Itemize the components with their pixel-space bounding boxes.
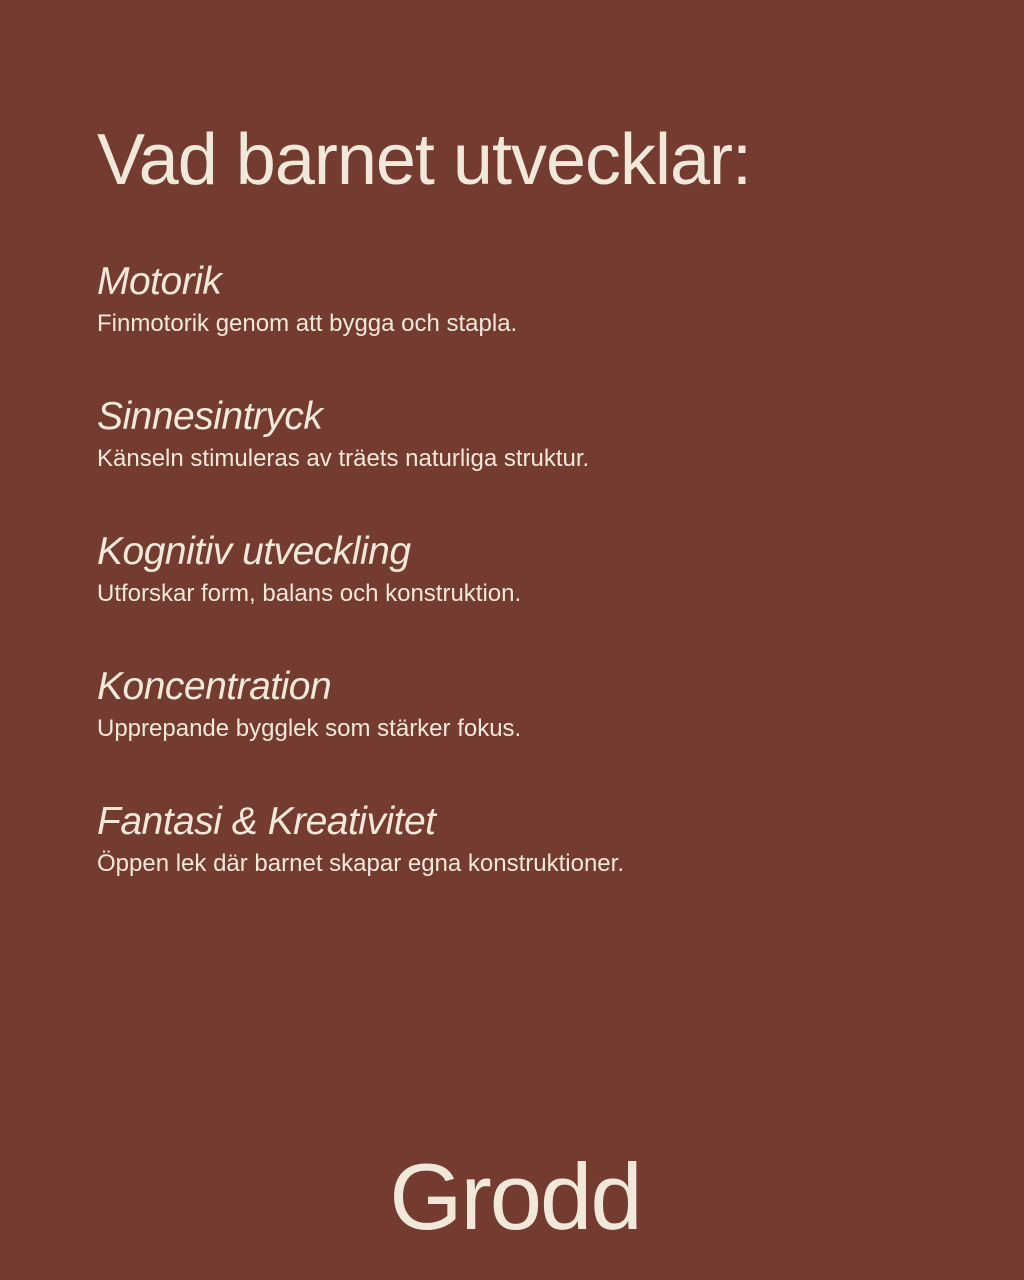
- benefit-koncentration: [97, 665, 947, 742]
- brand-wordmark: Grodd: [389, 1144, 641, 1249]
- benefit-title: Sinnesintryck: [97, 395, 323, 438]
- benefit-motorik: [97, 260, 947, 337]
- benefit-description: Utforskar form, balans och konstruktion.: [97, 580, 522, 607]
- benefit-title: Fantasi & Kreativitet: [97, 800, 436, 843]
- brand-logo: [350, 1144, 680, 1249]
- page-title: Vad barnet utvecklar:: [97, 120, 752, 200]
- benefit-description: Öppen lek där barnet skapar egna konstruktioner.: [97, 850, 624, 877]
- benefit-title: Kognitiv utveckling: [97, 530, 411, 573]
- benefit-fantasi-kreativitet: [97, 800, 947, 877]
- benefit-description: Upprepande bygglek som stärker fokus.: [97, 715, 522, 742]
- benefit-description: Känseln stimuleras av träets naturliga struktur.: [97, 445, 590, 472]
- benefits-list: [97, 260, 947, 877]
- benefit-kognitiv-utveckling: [97, 530, 947, 607]
- benefit-title: Koncentration: [97, 665, 332, 708]
- benefit-description: Finmotorik genom att bygga och stapla.: [97, 310, 518, 337]
- benefit-title: Motorik: [97, 260, 222, 303]
- benefit-sinnesintryck: [97, 395, 947, 472]
- content-area: [97, 118, 947, 937]
